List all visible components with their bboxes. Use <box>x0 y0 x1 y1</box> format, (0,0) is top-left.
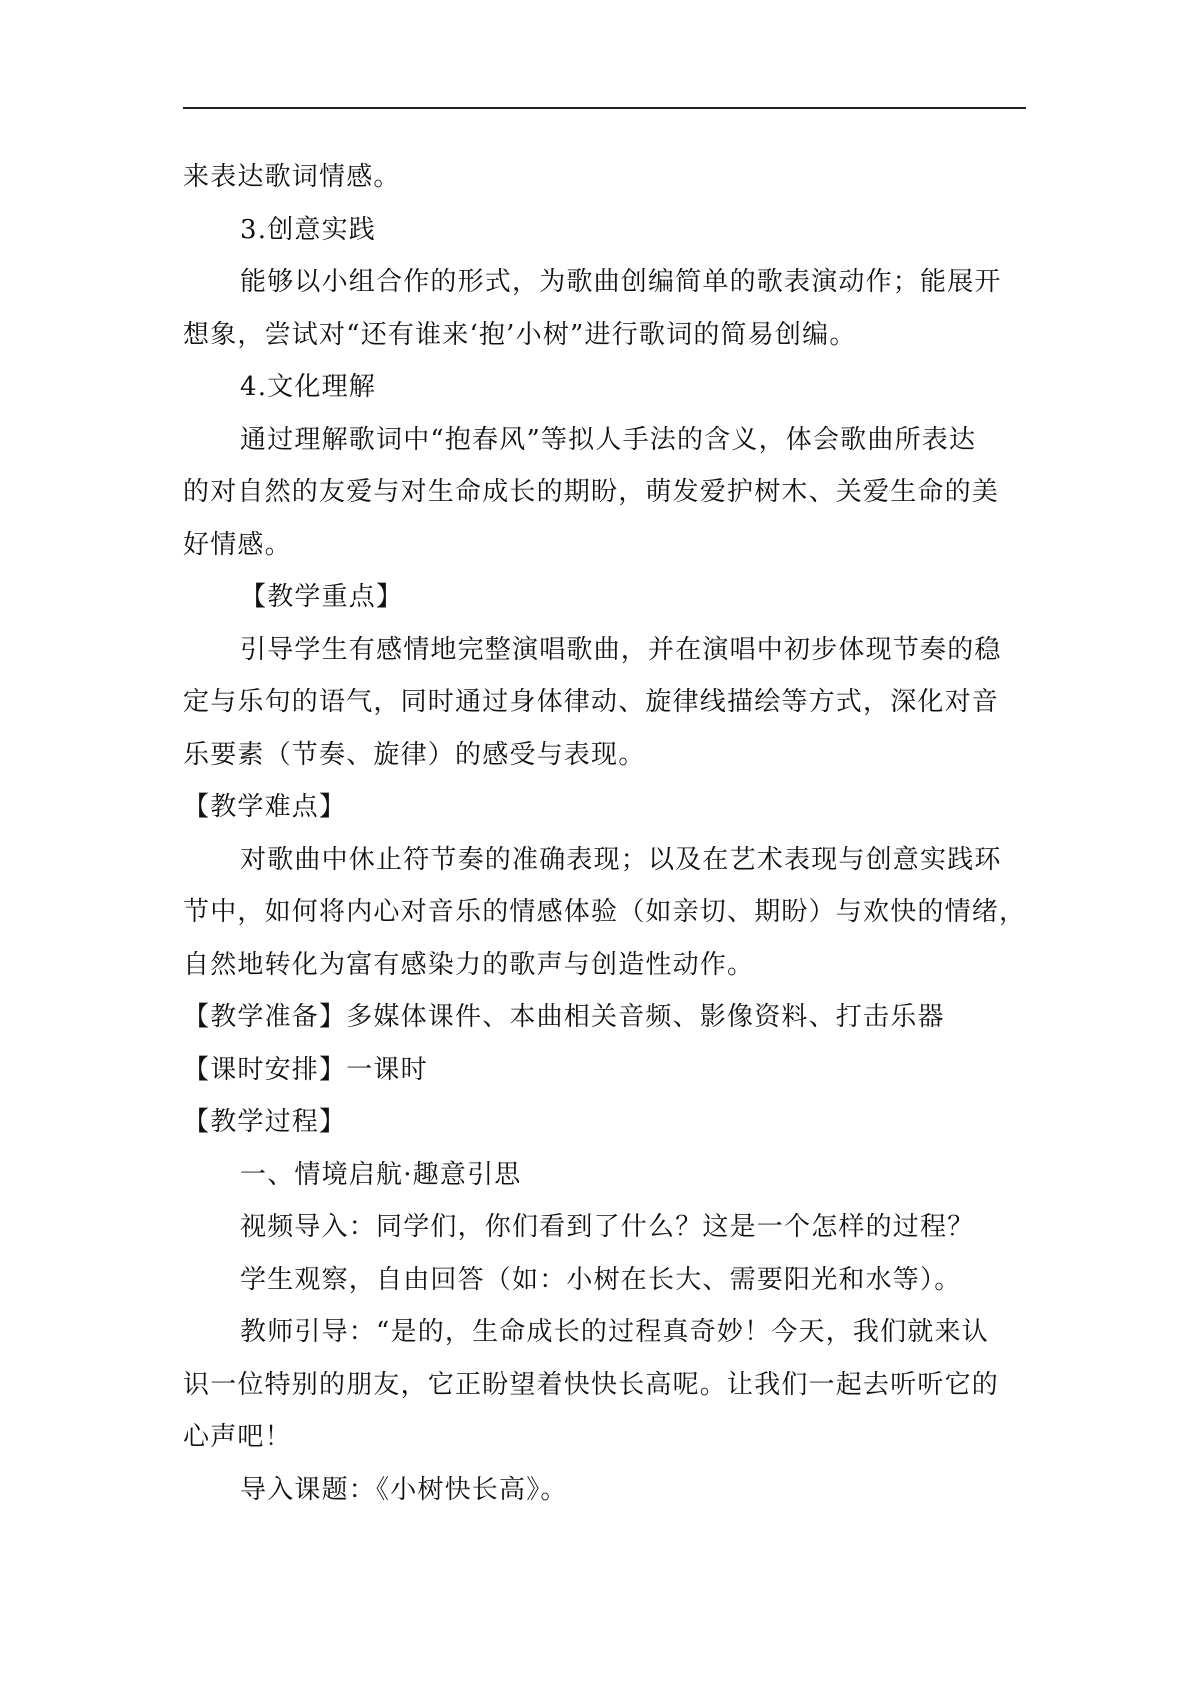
section-heading-cultural-understanding: 4.文化理解 <box>240 372 377 402</box>
section-heading-teaching-process: 【教学过程】 <box>183 1107 347 1137</box>
section-heading-teaching-difficulty: 【教学难点】 <box>183 792 347 822</box>
teaching-preparation: 【教学准备】多媒体课件、本曲相关音频、影像资料、打击乐器 <box>183 1002 945 1032</box>
text-line-24: 识一位特别的朋友，它正盼望着快快长高呢。让我们一起去听听它的 <box>183 1369 1000 1400</box>
section-heading-teaching-focus: 【教学重点】 <box>240 582 404 612</box>
text-line-6: 通过理解歌词中“抱春风”等拟人手法的含义，体会歌曲所表达 <box>240 424 977 455</box>
text-line-4: 想象，尝试对“还有谁来‘抱’小树”进行歌词的简易创编。 <box>183 319 857 350</box>
text-line-14: 对歌曲中休止符节奏的准确表现；以及在艺术表现与创意实践环 <box>240 844 1002 875</box>
text-line-8: 好情感。 <box>183 529 292 560</box>
text-line-10: 引导学生有感情地完整演唱歌曲，并在演唱中初步体现节奏的稳 <box>240 634 1002 665</box>
step-heading-1: 一、情境启航·趣意引思 <box>240 1159 522 1190</box>
text-line-26: 导入课题：《小树快长高》。 <box>240 1474 568 1505</box>
text-line-23: 教师引导：“是的，生命成长的过程真奇妙！今天，我们就来认 <box>240 1317 989 1347</box>
document-body <box>183 151 1028 1516</box>
text-line-7: 的对自然的友爱与对生命成长的期盼，萌发爱护树木、关爱生命的美 <box>183 477 1000 507</box>
text-line-22: 学生观察，自由回答（如：小树在长大、需要阳光和水等）。 <box>240 1264 962 1295</box>
text-line-11: 定与乐句的语气，同时通过身体律动、旋律线描绘等方式，深化对音 <box>183 687 1000 717</box>
text-line-3: 能够以小组合作的形式，为歌曲创编简单的歌表演动作；能展开 <box>240 267 1002 297</box>
text-line-12: 乐要素（节奏、旋律）的感受与表现。 <box>183 739 646 770</box>
section-heading-creative-practice: 3.创意实践 <box>240 214 377 245</box>
header-rule <box>183 107 1026 109</box>
text-line-25: 心声吧！ <box>183 1422 292 1452</box>
class-schedule: 【课时安排】一课时 <box>183 1054 428 1085</box>
text-line-16: 自然地转化为富有感染力的歌声与创造性动作。 <box>183 949 755 980</box>
text-line-21: 视频导入：同学们，你们看到了什么？这是一个怎样的过程？ <box>240 1212 975 1242</box>
text-line-15: 节中，如何将内心对音乐的情感体验（如亲切、期盼）与欢快的情绪， <box>183 897 1027 927</box>
text-line-1: 来表达歌词情感。 <box>183 162 401 192</box>
